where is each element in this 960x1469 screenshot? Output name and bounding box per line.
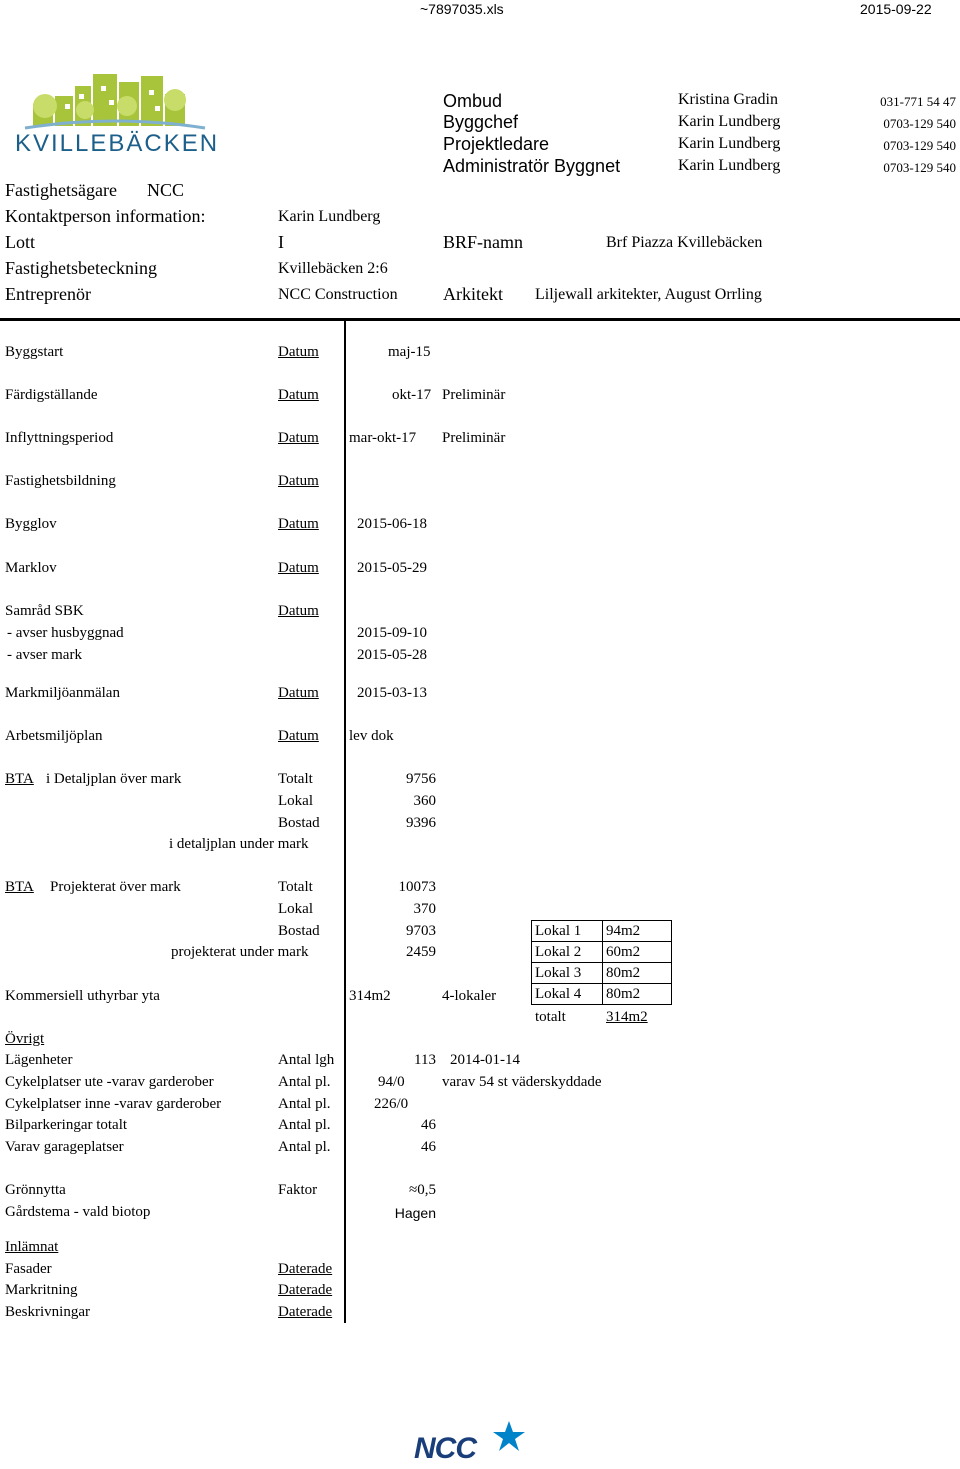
fardigstallande-label: Färdigställande — [5, 387, 98, 403]
cykel-inne-value: 226/0 — [374, 1096, 409, 1112]
datum-label: Datum — [278, 685, 319, 701]
datum-label: Datum — [278, 603, 319, 619]
lokal-size: 94m2 — [603, 921, 672, 942]
brf-value: Brf Piazza Kvillebäcken — [606, 234, 763, 251]
lokal-label: Lokal — [278, 901, 313, 917]
samrad-label: Samråd SBK — [5, 603, 84, 619]
marklov-value: 2015-05-29 — [357, 560, 427, 576]
fasader-label: Fasader — [5, 1261, 52, 1277]
datum-label: Datum — [278, 560, 319, 576]
lokal-name: Lokal 1 — [532, 921, 603, 942]
samrad-hus-label: - avser husbyggnad — [7, 625, 124, 641]
contact-person-value: Karin Lundberg — [278, 208, 381, 225]
lokal-value: 370 — [413, 901, 436, 917]
bygglov-value: 2015-06-18 — [357, 516, 427, 532]
lokal-size: 60m2 — [603, 942, 672, 963]
bostad-label: Bostad — [278, 815, 320, 831]
datum-label: Datum — [278, 387, 319, 403]
markmiljo-value: 2015-03-13 — [357, 685, 427, 701]
lott-label: Lott — [5, 232, 35, 252]
samrad-hus-value: 2015-09-10 — [357, 625, 427, 641]
contact-name: Karin Lundberg — [678, 135, 781, 152]
contact-name: Karin Lundberg — [678, 113, 781, 130]
contractor-value: NCC Construction — [278, 286, 398, 303]
arbetsmiljo-label: Arbetsmiljöplan — [5, 728, 103, 744]
column-divider — [344, 321, 346, 1323]
cykel-inne-label: Cykelplatser inne -varav garderober — [5, 1096, 222, 1112]
owner-value: NCC — [147, 180, 185, 200]
contact-person-label: Kontaktperson information: — [5, 206, 206, 226]
kommersiell-label: Kommersiell uthyrbar yta — [5, 988, 160, 1004]
contact-phone: 0703-129 540 — [883, 160, 956, 175]
contact-phone: 0703-129 540 — [883, 138, 956, 153]
datum-label: Datum — [278, 430, 319, 446]
inlamnat-heading: Inlämnat — [5, 1239, 59, 1255]
under-mark-label: projekterat under mark — [171, 944, 309, 960]
fardigstallande-note: Preliminär — [442, 387, 506, 403]
datum-label: Datum — [278, 344, 319, 360]
cykel-ute-unit: Antal pl. — [278, 1074, 331, 1090]
table-row — [532, 963, 672, 984]
lagenheter-unit: Antal lgh — [278, 1052, 335, 1068]
lokaler-table — [531, 920, 672, 1005]
architect-value: Liljewall arkitekter, August Orrling — [535, 286, 762, 303]
bilparkering-label: Bilparkeringar totalt — [5, 1117, 128, 1133]
lokal-value: 360 — [413, 793, 436, 809]
cykel-inne-unit: Antal pl. — [278, 1096, 331, 1112]
kvillebacken-logo — [15, 66, 220, 158]
lokal-label: Lokal — [278, 793, 313, 809]
ncc-logo — [412, 1420, 527, 1466]
garage-label: Varav garageplatser — [5, 1139, 124, 1155]
table-row — [532, 984, 672, 1005]
lagenheter-note: 2014-01-14 — [450, 1052, 520, 1068]
samrad-mark-value: 2015-05-28 — [357, 647, 427, 663]
kommersiell-note: 4-lokaler — [442, 988, 497, 1004]
bta-label: BTA — [5, 771, 34, 787]
bostad-value: 9396 — [406, 815, 436, 831]
inflyttning-note: Preliminär — [442, 430, 506, 446]
owner-label: Fastighetsägare — [5, 180, 117, 200]
bostad-label: Bostad — [278, 923, 320, 939]
lokaler-total-value: 314m2 — [606, 1009, 648, 1025]
contact-role: Ombud — [443, 91, 503, 111]
contact-role: Administratör Byggnet — [443, 156, 621, 176]
bilparkering-unit: Antal pl. — [278, 1117, 331, 1133]
byggstart-value: maj-15 — [388, 344, 431, 360]
cykel-ute-value: 94/0 — [378, 1074, 405, 1090]
file-name: ~7897035.xls — [420, 1, 504, 17]
markritning-value: Daterade — [278, 1282, 333, 1298]
fasader-value: Daterade — [278, 1261, 333, 1277]
datum-label: Datum — [278, 516, 319, 532]
contact-role: Byggchef — [443, 112, 519, 132]
totalt-label: Totalt — [278, 771, 313, 787]
kommersiell-value: 314m2 — [349, 988, 391, 1004]
under-mark-value: 2459 — [406, 944, 436, 960]
bta-projekterat-label: Projekterat över mark — [50, 879, 181, 895]
samrad-mark-label: - avser mark — [7, 647, 82, 663]
property-value: Kvillebäcken 2:6 — [278, 260, 388, 277]
cykel-ute-label: Cykelplatser ute -varav garderober — [5, 1074, 214, 1090]
lokal-name: Lokal 3 — [532, 963, 603, 984]
lokal-name: Lokal 2 — [532, 942, 603, 963]
lokal-name: Lokal 4 — [532, 984, 603, 1005]
datum-label: Datum — [278, 728, 319, 744]
datum-label: Datum — [278, 473, 319, 489]
bilparkering-value: 46 — [421, 1117, 436, 1133]
architect-label: Arkitekt — [443, 284, 503, 304]
section-divider — [0, 318, 960, 321]
bostad-value: 9703 — [406, 923, 436, 939]
table-row — [532, 921, 672, 942]
beskrivningar-value: Daterade — [278, 1304, 333, 1320]
brf-label: BRF-namn — [443, 232, 524, 252]
gardstema-label: Gårdstema - vald biotop — [5, 1204, 151, 1220]
contact-name: Kristina Gradin — [678, 91, 778, 108]
totalt-value: 9756 — [406, 771, 436, 787]
inflyttning-label: Inflyttningsperiod — [5, 430, 114, 446]
bygglov-label: Bygglov — [5, 516, 57, 532]
ovrigt-heading: Övrigt — [5, 1031, 45, 1047]
cykel-ute-note: varav 54 st väderskyddade — [442, 1074, 602, 1090]
lokaler-total-label: totalt — [535, 1009, 566, 1025]
marklov-label: Marklov — [5, 560, 57, 576]
markmiljo-label: Markmiljöanmälan — [5, 685, 120, 701]
contact-phone: 0703-129 540 — [883, 116, 956, 131]
gronnytta-label: Grönnytta — [5, 1182, 66, 1198]
table-row — [532, 942, 672, 963]
markritning-label: Markritning — [5, 1282, 78, 1298]
bta-detaljplan-label: i Detaljplan över mark — [46, 771, 182, 787]
totalt-value: 10073 — [398, 879, 436, 895]
byggstart-label: Byggstart — [5, 344, 64, 360]
star-icon — [492, 1420, 526, 1454]
lott-value: I — [278, 232, 284, 252]
gronnytta-value: ≈0,5 — [409, 1182, 436, 1198]
fastighetsbildning-label: Fastighetsbildning — [5, 473, 116, 489]
logo-text: KVILLEBÄCKEN — [15, 130, 220, 157]
contact-role: Projektledare — [443, 134, 550, 154]
garage-value: 46 — [421, 1139, 436, 1155]
garage-unit: Antal pl. — [278, 1139, 331, 1155]
contact-name: Karin Lundberg — [678, 157, 781, 174]
gardstema-value: Hagen — [394, 1205, 436, 1221]
lokal-size: 80m2 — [603, 963, 672, 984]
gronnytta-unit: Faktor — [278, 1182, 318, 1198]
inflyttning-value: mar-okt-17 — [349, 430, 417, 446]
property-label: Fastighetsbeteckning — [5, 258, 157, 278]
file-date: 2015-09-22 — [860, 1, 932, 17]
contact-phone: 031-771 54 47 — [880, 94, 956, 109]
beskrivningar-label: Beskrivningar — [5, 1304, 90, 1320]
contractor-label: Entreprenör — [5, 284, 91, 304]
ncc-logo-text: NCC — [414, 1432, 476, 1465]
fardigstallande-value: okt-17 — [392, 387, 432, 403]
bta-label: BTA — [5, 879, 34, 895]
lagenheter-label: Lägenheter — [5, 1052, 73, 1068]
totalt-label: Totalt — [278, 879, 313, 895]
lokal-size: 80m2 — [603, 984, 672, 1005]
under-mark-label: i detaljplan under mark — [169, 836, 309, 852]
lagenheter-value: 113 — [414, 1052, 436, 1068]
arbetsmiljo-value: lev dok — [349, 728, 394, 744]
